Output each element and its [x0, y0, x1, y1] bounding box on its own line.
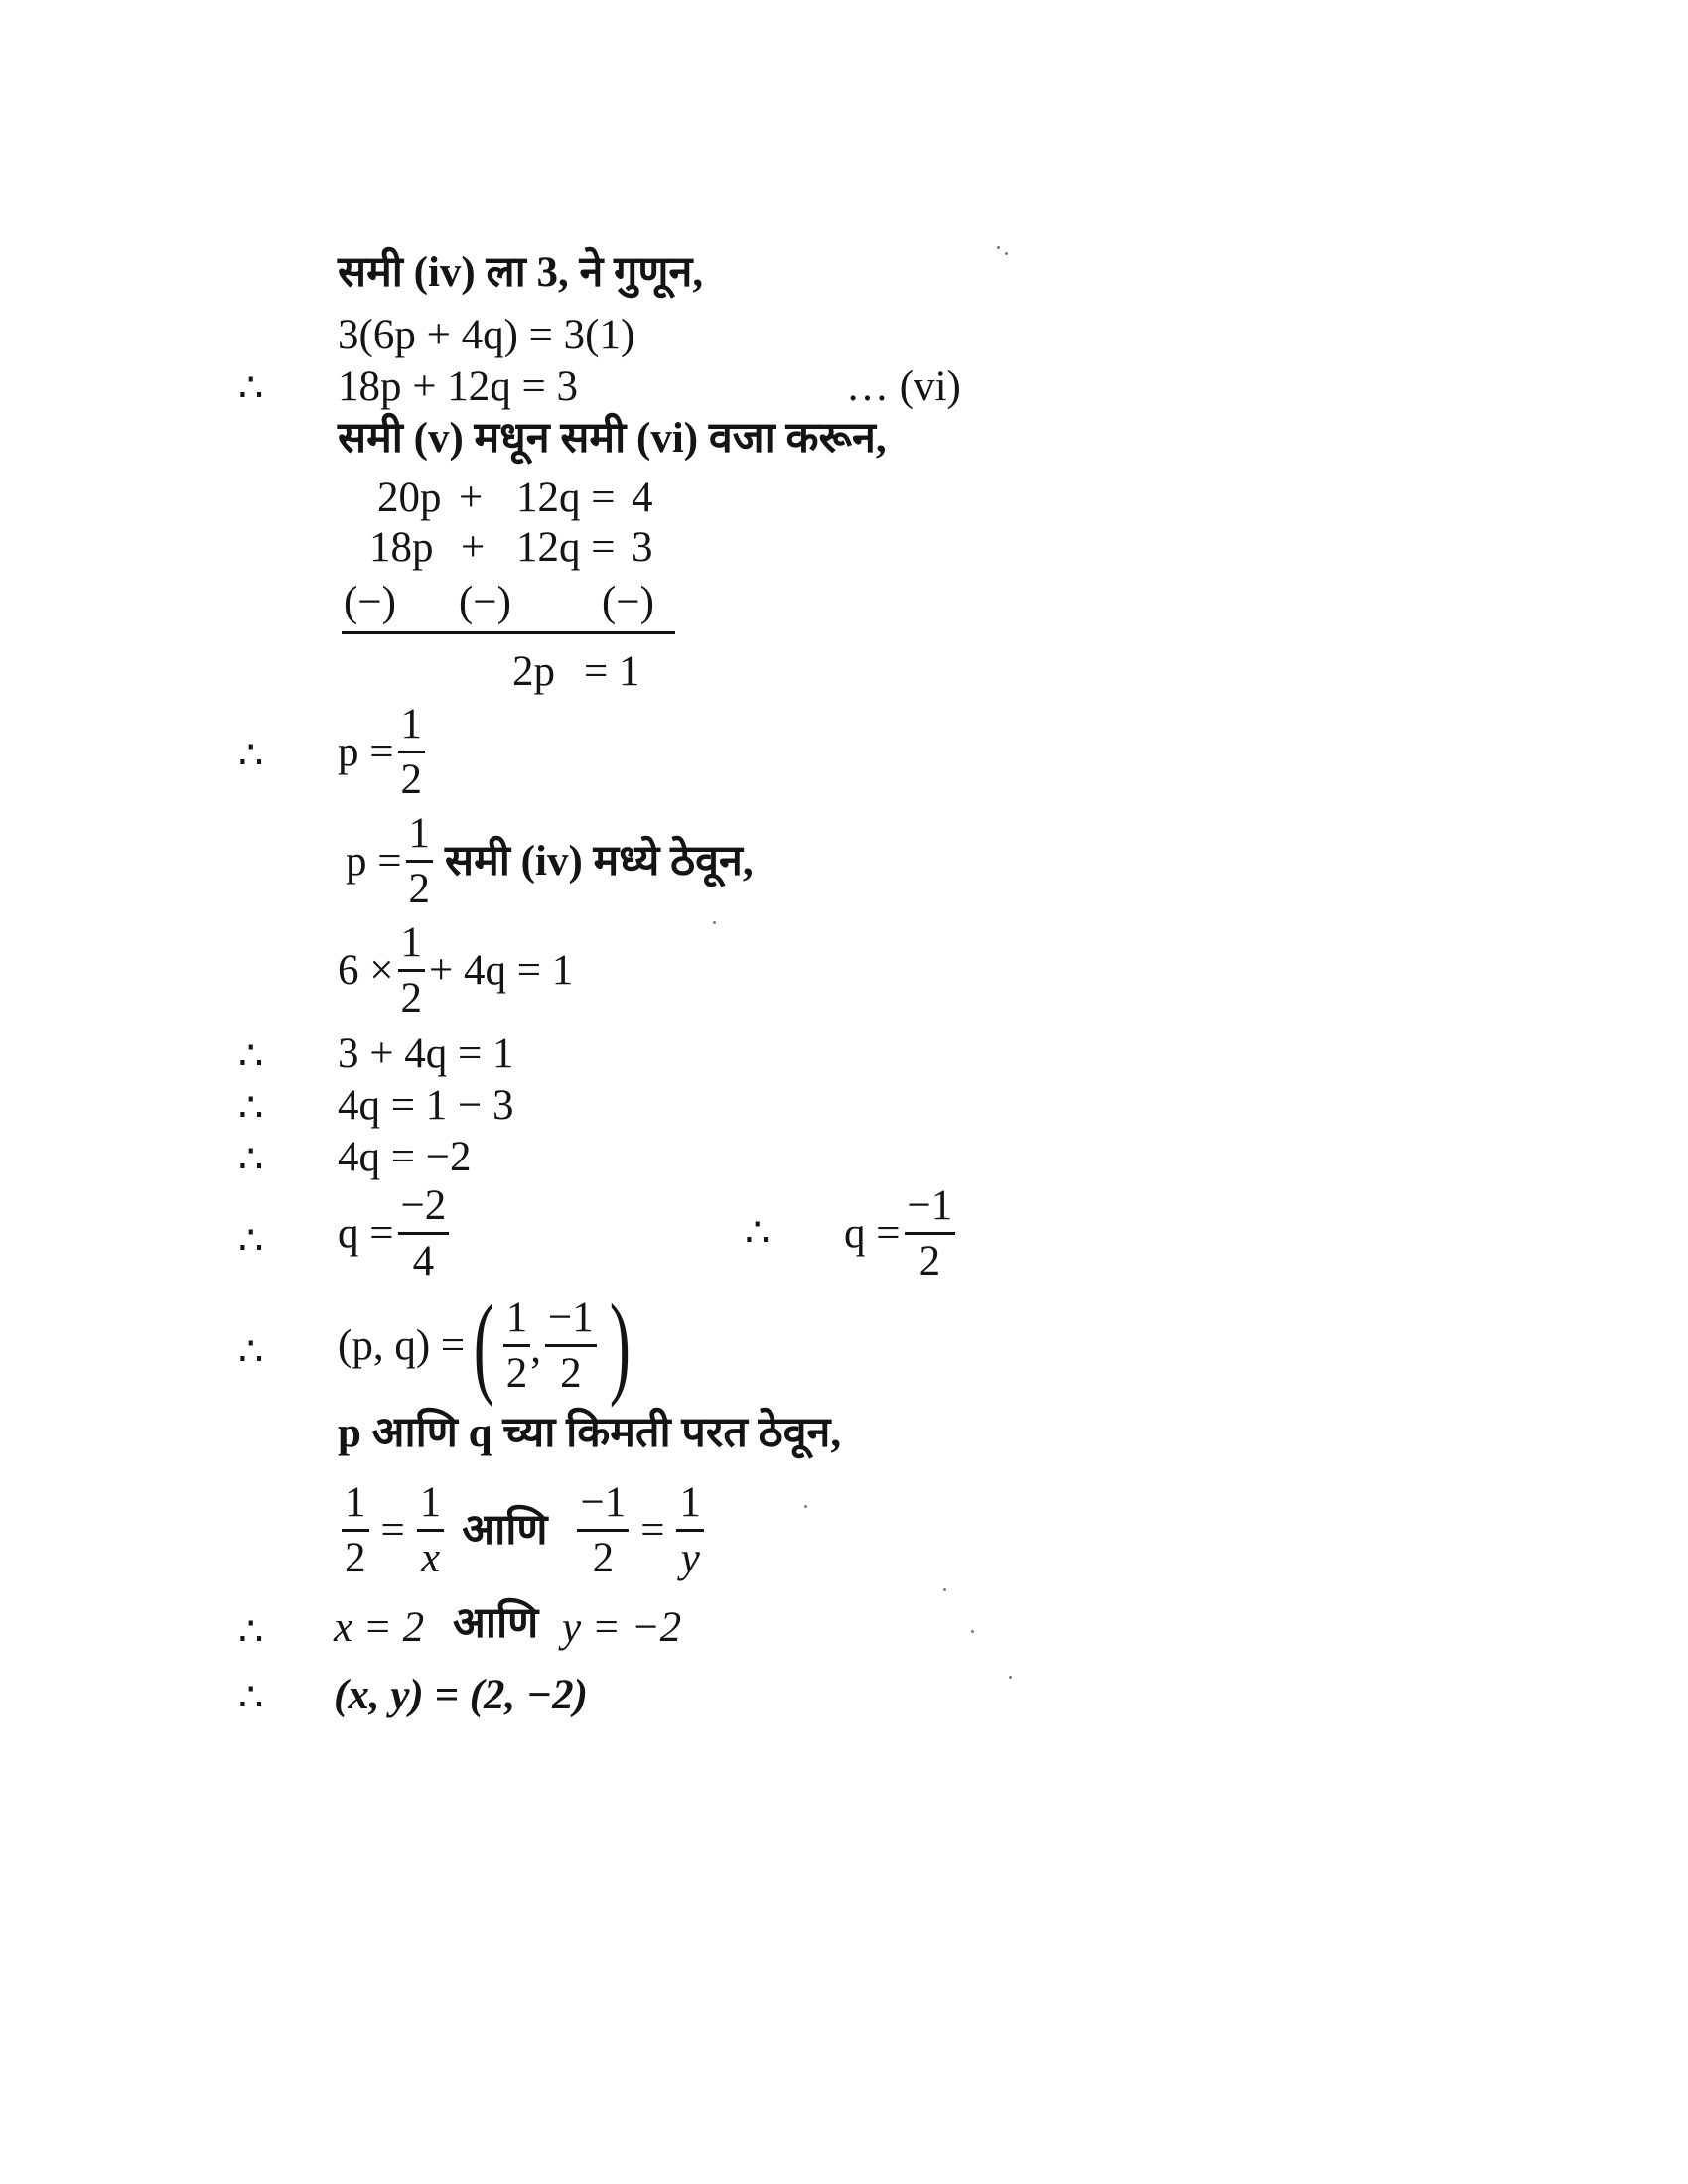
six-times: 6 ×	[338, 947, 394, 994]
therefore-symbol: ∴	[238, 733, 264, 777]
scan-speck	[971, 1630, 974, 1633]
sub-row2-term2: 12q =	[516, 524, 616, 571]
fraction-minus-2-over-4	[398, 1184, 450, 1283]
sub-result-lhs: 2p	[512, 648, 555, 695]
fraction-half	[503, 1294, 531, 1397]
sub-row1-plus: +	[459, 475, 484, 521]
eq-3-times: 3(6p + 4q) = 3(1)	[338, 312, 635, 358]
fraction-denominator: 2	[560, 1349, 582, 1397]
equals-sign: =	[380, 1507, 405, 1554]
therefore-symbol: ∴	[745, 1210, 771, 1255]
fraction-minus-1-over-2	[905, 1184, 956, 1283]
fraction-denominator: 2	[505, 1349, 528, 1397]
fraction-one-over-y	[676, 1481, 704, 1579]
fraction-denominator: 2	[592, 1535, 615, 1581]
open-paren: (	[473, 1282, 495, 1409]
fraction-numerator: 1	[417, 1481, 445, 1532]
eq-vi: 18p + 12q = 3	[338, 363, 579, 410]
fraction-numerator: 1	[342, 1481, 369, 1532]
fraction-denominator: y	[680, 1535, 700, 1581]
therefore-symbol: ∴	[238, 1329, 264, 1374]
fraction-denominator: x	[420, 1535, 441, 1581]
eq-q-value	[338, 1184, 453, 1283]
fraction-minus-half	[545, 1294, 597, 1397]
p-equals: p =	[338, 729, 394, 775]
sub-sign-3: (−)	[602, 579, 654, 625]
text-put-back: p आणि q च्या किमती परत ठेवून,	[338, 1410, 842, 1456]
therefore-symbol: ∴	[238, 1085, 264, 1130]
fraction-numerator: 1	[406, 812, 434, 863]
sub-row1-term1: 20p	[377, 475, 442, 521]
text-multiply-iv: समी (iv) ला 3, ने गुणून,	[338, 249, 704, 296]
fraction-numerator: −1	[905, 1184, 956, 1235]
eq-x-value: x = 2	[334, 1604, 425, 1651]
put-in-iv-text: समी (iv) मध्ये ठेवून,	[445, 838, 754, 885]
pair-comma: ,	[530, 1325, 542, 1372]
and-word: आणि	[453, 1600, 539, 1647]
fraction-minus-half	[577, 1481, 629, 1579]
fraction-denominator: 2	[408, 866, 431, 912]
p-equals: p =	[346, 838, 402, 885]
scan-speck	[1005, 252, 1008, 255]
eq-reciprocals	[338, 1481, 708, 1579]
q-equals: q =	[844, 1210, 901, 1257]
fraction-denominator: 2	[400, 756, 423, 803]
fraction-numerator: 1	[676, 1481, 704, 1532]
sub-row1-rhs: 4	[632, 475, 653, 521]
equals-sign: =	[640, 1507, 665, 1554]
scan-speck	[713, 921, 716, 924]
sub-row2-rhs: 3	[632, 524, 653, 571]
final-answer: (x, y) = (2, −2)	[334, 1672, 588, 1718]
fraction-numerator: −2	[398, 1184, 450, 1235]
eq-y-value: y = −2	[562, 1604, 682, 1651]
fraction-numerator: 1	[503, 1297, 531, 1347]
fraction-numerator: 1	[398, 703, 426, 753]
therefore-symbol: ∴	[238, 1033, 264, 1078]
therefore-symbol: ∴	[238, 1137, 264, 1181]
fraction-half	[406, 812, 434, 910]
fraction-denominator: 2	[345, 1535, 366, 1581]
sub-row2-plus: +	[461, 524, 486, 571]
scan-speck	[943, 1588, 946, 1591]
fraction-numerator: −1	[545, 1297, 597, 1347]
eq-4q-1-minus-3: 4q = 1 − 3	[338, 1082, 514, 1129]
fraction-half	[342, 1481, 369, 1579]
therefore-symbol: ∴	[238, 1218, 264, 1263]
therefore-symbol: ∴	[238, 365, 264, 410]
eq-q-simplified	[844, 1184, 959, 1283]
close-paren: )	[609, 1282, 631, 1409]
fraction-denominator: 2	[400, 975, 423, 1022]
sub-result-rhs: = 1	[584, 648, 640, 695]
pq-lhs: (p, q) =	[338, 1321, 466, 1369]
fraction-half	[398, 703, 426, 801]
scan-speck	[997, 246, 1000, 249]
eq-4q-minus-2: 4q = −2	[338, 1134, 472, 1180]
fraction-one-over-x	[417, 1481, 445, 1579]
subtraction-line	[342, 631, 675, 634]
sub-sign-2: (−)	[459, 579, 511, 625]
fraction-denominator: 2	[918, 1238, 941, 1285]
fraction-half	[398, 921, 426, 1020]
fraction-numerator: −1	[577, 1481, 629, 1532]
fraction-numerator: 1	[398, 921, 426, 972]
eq-substitute	[338, 921, 573, 1020]
scan-speck	[804, 1505, 807, 1508]
fraction-denominator: 4	[412, 1238, 435, 1285]
scan-speck	[1009, 1676, 1012, 1679]
text-subtract: समी (v) मधून समी (vi) वजा करून,	[338, 415, 887, 462]
sub-row2-term1: 18p	[369, 524, 434, 571]
therefore-symbol: ∴	[238, 1609, 264, 1654]
sub-row1-term2: 12q =	[516, 475, 616, 521]
plus-4q: + 4q = 1	[429, 947, 574, 994]
sub-sign-1: (−)	[344, 579, 396, 625]
q-equals: q =	[338, 1210, 394, 1257]
therefore-symbol: ∴	[238, 1675, 264, 1719]
eq-ref-vi: … (vi)	[846, 363, 961, 410]
eq-pq-pair	[338, 1282, 638, 1409]
eq-3-plus-4q: 3 + 4q = 1	[338, 1030, 514, 1077]
and-word: आणि	[462, 1507, 548, 1554]
eq-p-value	[338, 703, 429, 801]
text-put-p	[346, 812, 754, 910]
